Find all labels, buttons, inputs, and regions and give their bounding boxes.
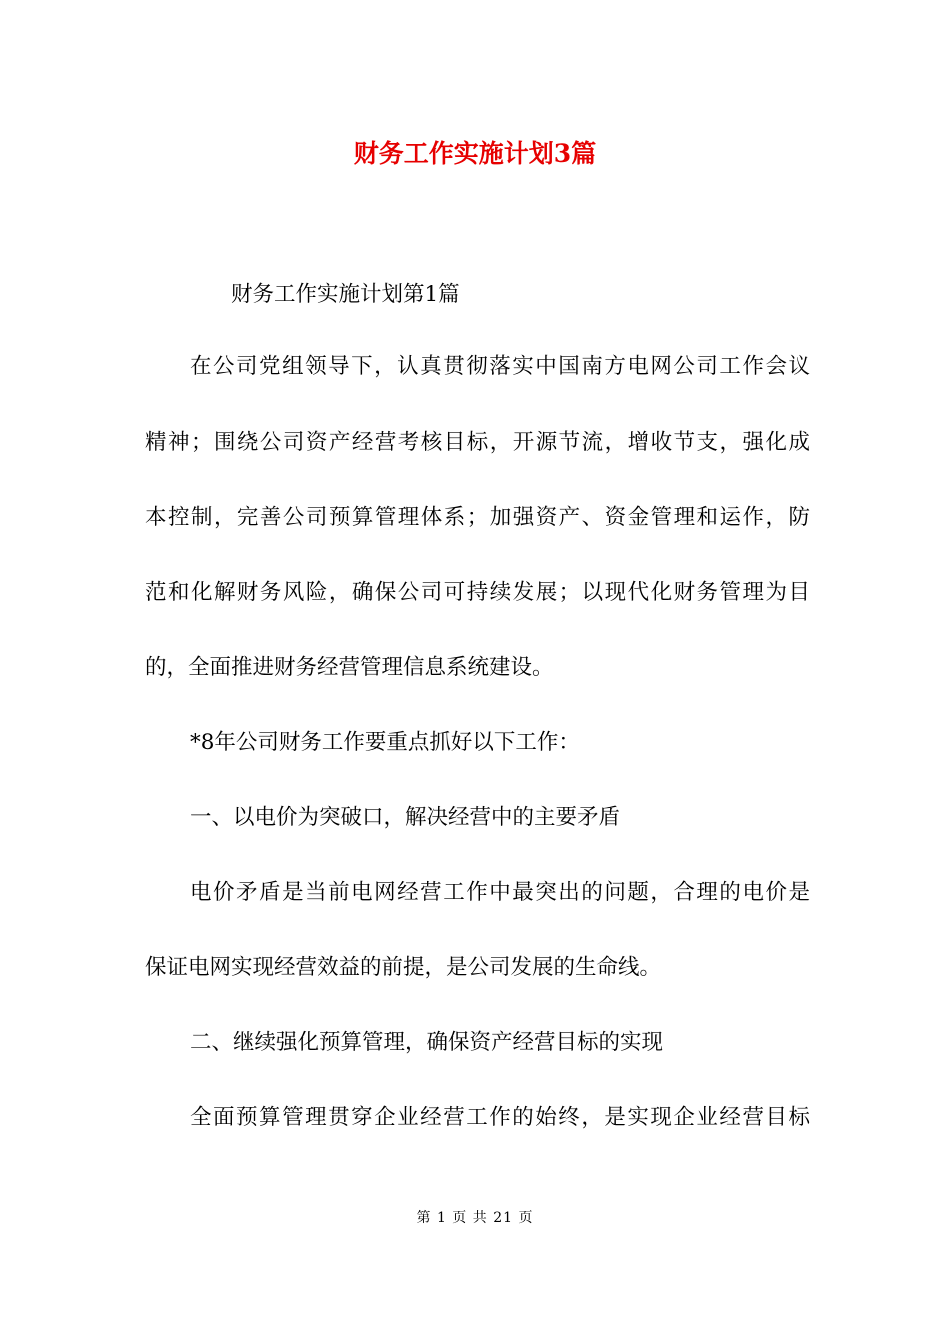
paragraph-line: 保证电网实现经营效益的前提，是公司发展的生命线。 — [145, 955, 662, 980]
paragraph-line: 的，全面推进财务经营管理信息系统建设。 — [145, 655, 554, 680]
paragraph-line: 本控制，完善公司预算管理体系；加强资产、资金管理和运作，防 — [145, 505, 810, 530]
page-footer: 第 1 页 共 21 页 — [416, 1210, 534, 1226]
subheading: 一、以电价为突破口，解决经营中的主要矛盾 — [190, 805, 621, 830]
paragraph-line: 精神；围绕公司资产经营考核目标，开源节流，增收节支，强化成 — [145, 430, 810, 455]
paragraph-line: 电价矛盾是当前电网经营工作中最突出的问题，合理的电价是 — [190, 880, 810, 905]
section-heading: 财务工作实施计划第1篇 — [231, 282, 460, 307]
paragraph-line: 全面预算管理贯穿企业经营工作的始终，是实现企业经营目标 — [190, 1105, 810, 1130]
document-title: 财务工作实施计划3篇 — [353, 139, 597, 168]
paragraph-line: 范和化解财务风险，确保公司可持续发展；以现代化财务管理为目 — [145, 580, 810, 605]
subheading: 二、继续强化预算管理，确保资产经营目标的实现 — [190, 1030, 664, 1055]
paragraph-line: *8年公司财务工作要重点抓好以下工作： — [190, 730, 580, 755]
paragraph-line: 在公司党组领导下，认真贯彻落实中国南方电网公司工作会议 — [190, 354, 810, 379]
